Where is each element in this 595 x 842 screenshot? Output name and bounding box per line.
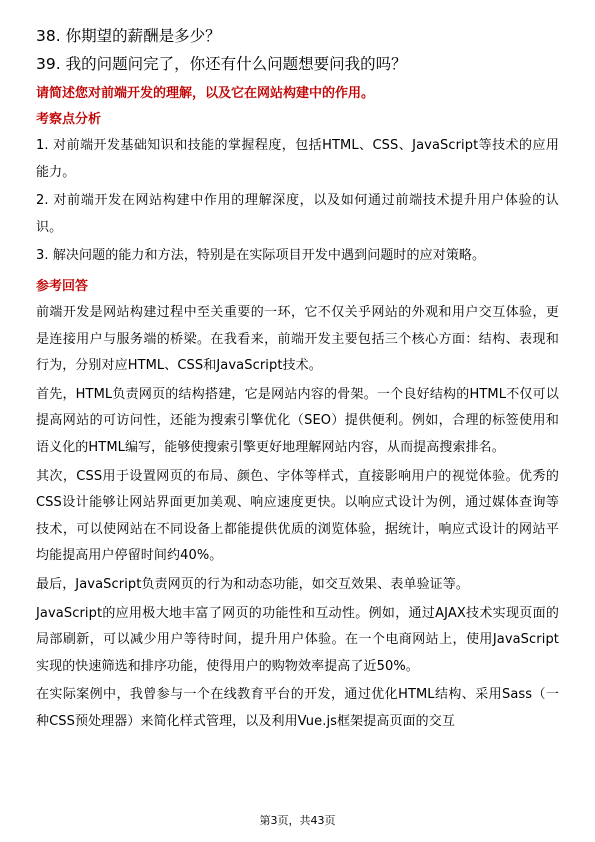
question-list — [36, 22, 559, 78]
answer-paragraph-5: JavaScript的应用极大地丰富了网页的功能性和互动性。例如，通过AJAX技术实现页面的局部刷新，可以减少用户等待时间，提升用户体验。在一个电商网站上，使用JavaScript实现的快速筛选和排序功能，使得用户的购物效率提高了近50%。 — [36, 605, 559, 674]
analysis-point-3: 3. 解决问题的能力和方法，特别是在实际项目开发中遇到问题时的应对策略。 — [36, 248, 486, 264]
analysis-point-1: 1. 对前端开发基础知识和技能的掌握程度，包括HTML、CSS、JavaScript等技术的应用能力。 — [36, 138, 559, 180]
answer-paragraph-6: 在实际案例中，我曾参与一个在线教育平台的开发，通过优化HTML结构、采用Sass（一种CSS预处理器）来简化样式管理，以及利用Vue.js框架提高页面的交互 — [36, 687, 559, 729]
answer-title: 参考回答 — [36, 278, 89, 294]
analysis-point-2: 2. 对前端开发在网站构建中作用的理解深度，以及如何通过前端技术提升用户体验的认识。 — [36, 193, 559, 235]
analysis-title: 考察点分析 — [36, 112, 102, 127]
answer-paragraph-3: 其次，CSS用于设置网页的布局、颜色、字体等样式，直接影响用户的视觉体验。优秀的CSS设计能够让网站界面更加美观、响应速度更快。以响应式设计为例，通过媒体查询等技术，可以使网站在不同设备上都能提供优质的浏览体验，据统计，响应式设计的网站平均能提高用户停留时间约40%。 — [36, 468, 559, 564]
topic-heading: 请简述您对前端开发的理解，以及它在网站构建中的作用。 — [36, 86, 375, 101]
question-39: 39. 我的问题问完了，你还有什么问题想要问我的吗？ — [36, 55, 407, 73]
answer-paragraph-4: 最后，JavaScript负责网页的行为和动态功能，如交互效果、表单验证等。 — [36, 576, 469, 592]
answer-paragraph-2: 首先，HTML负责网页的结构搭建，它是网站内容的骨架。一个良好结构的HTML不仅可以提高网站的可访问性，还能为搜索引擎优化（SEO）提供便利。例如，合理的标签使用和语义化的HTML编写，能够使搜索引擎更好地理解网站内容，从而提高搜索排名。 — [36, 386, 559, 455]
question-38: 38. 你期望的薪酬是多少？ — [36, 27, 221, 45]
page-footer: 第3页，共43页 — [259, 814, 336, 827]
answer-paragraph-1: 前端开发是网站构建过程中至关重要的一环，它不仅关乎网站的外观和用户交互体验，更是连接用户与服务端的桥梁。在我看来，前端开发主要包括三个核心方面：结构、表现和行为，分别对应HTML、CSS和JavaScript技术。 — [36, 304, 559, 374]
